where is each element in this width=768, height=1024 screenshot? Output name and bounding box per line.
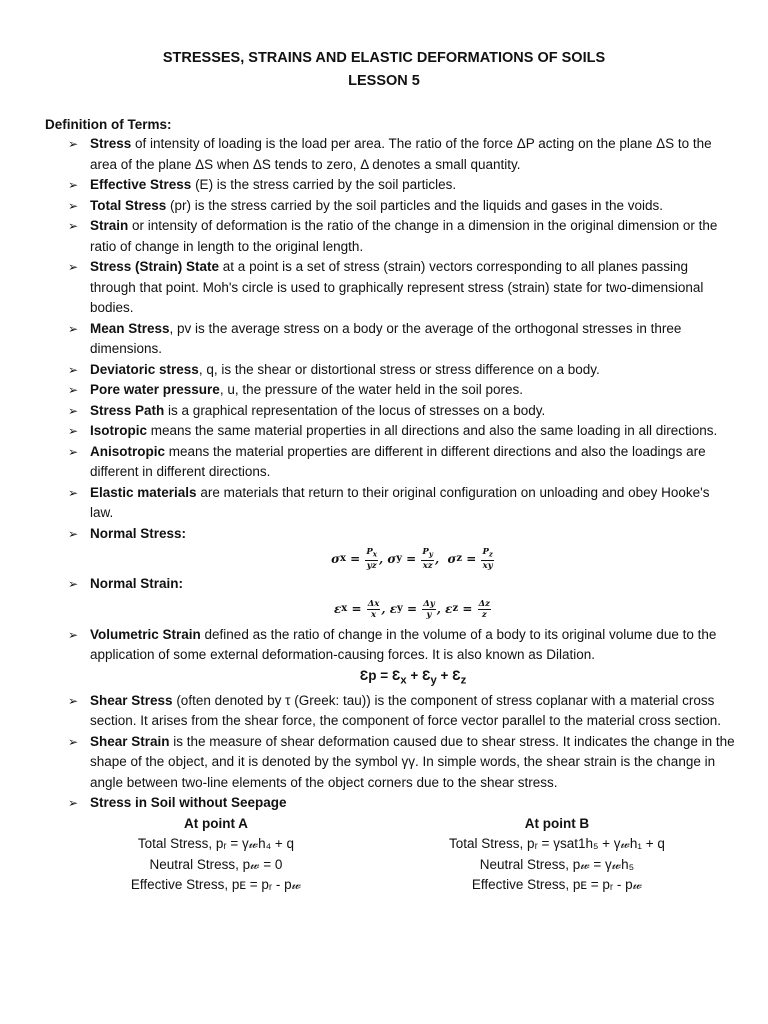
definition-text: , q, is the shear or distortional stress or stress difference on a body. bbox=[198, 361, 600, 377]
term: Stress Path bbox=[90, 402, 165, 418]
definition-text: is the measure of shear deformation caused due to shear stress. It indicates the change in the shape of the object, and it is denoted by the symbol γγ. In simple words, the shear strain is the change in angle between two-line elements of the object corners due to the shear stress. bbox=[90, 733, 735, 790]
list-item bbox=[68, 196, 736, 217]
definition-text: at a point is a set of stress (strain) vectors corresponding to all planes passing through that point. Moh's circle is used to graphically represent stress (strain) state for two-dimensional bodies. bbox=[90, 259, 704, 315]
arrow-bullet-icon: ➢ bbox=[68, 219, 79, 233]
definitions-heading: Definition of Terms: bbox=[45, 117, 172, 132]
term: Stress in Soil without Seepage bbox=[90, 795, 287, 811]
definition-list bbox=[68, 134, 736, 896]
definition-text: (pr) is the stress carried by the soil particles and the liquids and gases in the voids. bbox=[166, 197, 664, 213]
point-b-effective-stress: Effective Stress, pᴇ = pᵣ - p𝓌 bbox=[471, 877, 643, 893]
list-item bbox=[68, 625, 736, 666]
normal-stress-formula: σ x = $\frac{P_x}{yz}$ , σ y = $\frac{P_y}{xz}$ , σ z = $\frac{P_z}{xy}$ bbox=[331, 547, 493, 571]
arrow-bullet-icon: ➢ bbox=[68, 383, 79, 397]
point-a-column bbox=[68, 814, 364, 896]
list-item bbox=[68, 732, 736, 794]
term: Effective Stress bbox=[90, 177, 192, 192]
term: Deviatoric stress bbox=[90, 361, 199, 377]
list-item bbox=[68, 691, 736, 732]
list-item bbox=[68, 421, 736, 442]
definition-text: defined as the ratio of change in the volume of a body to its original volume due to the application of some external deformation-causing forces. It is also known as Dilation. bbox=[90, 626, 717, 662]
definition-text: (E) is the stress carried by the soil particles. bbox=[191, 177, 457, 192]
list-item bbox=[68, 216, 736, 257]
point-b-heading: At point B bbox=[524, 815, 590, 831]
term: Shear Strain bbox=[90, 733, 170, 749]
point-a-heading: At point A bbox=[183, 815, 248, 831]
term: Strain bbox=[90, 218, 129, 233]
term: Mean Stress bbox=[90, 320, 170, 336]
term: Pore water pressure bbox=[90, 382, 220, 397]
list-item bbox=[68, 442, 736, 483]
term: Elastic materials bbox=[90, 484, 197, 500]
arrow-bullet-icon: ➢ bbox=[68, 362, 79, 377]
normal-strain-formula: ε x = $\frac{\Delta x}{x}$ , ε y = $\frac{\Delta y}{y}$ , ε z = $\frac{\Delta z}{z}$ bbox=[334, 599, 490, 620]
term: Stress (Strain) State bbox=[90, 259, 220, 274]
point-a-total-stress: Total Stress, pᵣ = γ𝓌h₄ + q bbox=[137, 836, 295, 852]
list-item bbox=[68, 793, 736, 814]
point-b-column bbox=[378, 814, 736, 896]
arrow-bullet-icon: ➢ bbox=[68, 526, 79, 541]
list-item bbox=[68, 483, 736, 524]
document-title: STRESSES, STRAINS AND ELASTIC DEFORMATIONS OF SOILS bbox=[162, 50, 606, 66]
term: Shear Stress bbox=[90, 692, 173, 708]
arrow-bullet-icon: ➢ bbox=[68, 137, 79, 151]
list-item bbox=[68, 524, 736, 545]
arrow-bullet-icon: ➢ bbox=[68, 260, 79, 274]
definition-text: (often denoted by τ (Greek: tau)) is the component of stress coplanar with a material cross section. It arises from the shear force, the component of force vector parallel to the material cross section. bbox=[90, 692, 722, 729]
list-item bbox=[68, 574, 736, 595]
term: Total Stress bbox=[90, 197, 167, 213]
stress-points bbox=[68, 814, 736, 896]
term: Normal Strain: bbox=[90, 576, 184, 591]
list-item bbox=[68, 257, 736, 319]
arrow-bullet-icon: ➢ bbox=[68, 796, 79, 811]
arrow-bullet-icon: ➢ bbox=[68, 693, 79, 708]
term: Stress bbox=[90, 136, 132, 151]
arrow-bullet-icon: ➢ bbox=[68, 627, 79, 642]
point-a-neutral-stress: Neutral Stress, p𝓌 = 0 bbox=[149, 856, 283, 872]
definition-text: is a graphical representation of the locus of stresses on a body. bbox=[164, 402, 546, 418]
term: Anisotropic bbox=[90, 443, 166, 459]
arrow-bullet-icon: ➢ bbox=[68, 403, 79, 418]
definition-text: means the same material properties in all directions and also the same loading in all directions. bbox=[147, 423, 718, 438]
point-b-neutral-stress: Neutral Stress, p𝓌 = γ𝓌h₅ bbox=[479, 856, 635, 872]
definition-text: are materials that return to their original configuration on unloading and obey Hooke's law. bbox=[90, 484, 710, 520]
arrow-bullet-icon: ➢ bbox=[68, 424, 79, 438]
arrow-bullet-icon: ➢ bbox=[68, 734, 79, 749]
definition-text: or intensity of deformation is the ratio of the change in a dimension in the original dimension or the ratio of change in length to the original length. bbox=[90, 218, 718, 254]
definition-text: , u, the pressure of the water held in the soil pores. bbox=[219, 382, 523, 397]
point-b-total-stress: Total Stress, pᵣ = γsat1h₅ + γ𝓌h₁ + q bbox=[449, 836, 665, 852]
definition-text: , pv is the average stress on a body or the average of the orthogonal stresses in three dimensions. bbox=[90, 320, 682, 356]
list-item bbox=[68, 401, 736, 422]
list-item bbox=[68, 134, 736, 175]
term: Normal Stress: bbox=[90, 525, 187, 541]
definition-text: means the material properties are different in different directions and also the loadings are different in different directions. bbox=[90, 443, 706, 479]
list-item bbox=[68, 380, 736, 401]
volumetric-strain-formula: Ɛp = $Ɛ_x$ + $Ɛ_y$ + $Ɛ_z$ bbox=[359, 667, 467, 687]
arrow-bullet-icon: ➢ bbox=[68, 577, 79, 591]
term: Isotropic bbox=[90, 423, 148, 438]
arrow-bullet-icon: ➢ bbox=[68, 485, 79, 500]
arrow-bullet-icon: ➢ bbox=[68, 178, 79, 192]
list-item bbox=[68, 175, 736, 196]
point-a-effective-stress: Effective Stress, pᴇ = pᵣ - p𝓌 bbox=[130, 877, 302, 893]
list-item bbox=[68, 360, 736, 381]
arrow-bullet-icon: ➢ bbox=[68, 198, 79, 213]
list-item bbox=[68, 319, 736, 360]
definition-text: of intensity of loading is the load per area. The ratio of the force ΔP acting on the plane ΔS to the area of the plane ΔS when ΔS tends to zero, Δ denotes a small quantity. bbox=[90, 136, 712, 172]
lesson-number: LESSON 5 bbox=[348, 73, 420, 89]
term: Volumetric Strain bbox=[90, 626, 201, 642]
arrow-bullet-icon: ➢ bbox=[68, 444, 79, 459]
arrow-bullet-icon: ➢ bbox=[68, 321, 79, 336]
